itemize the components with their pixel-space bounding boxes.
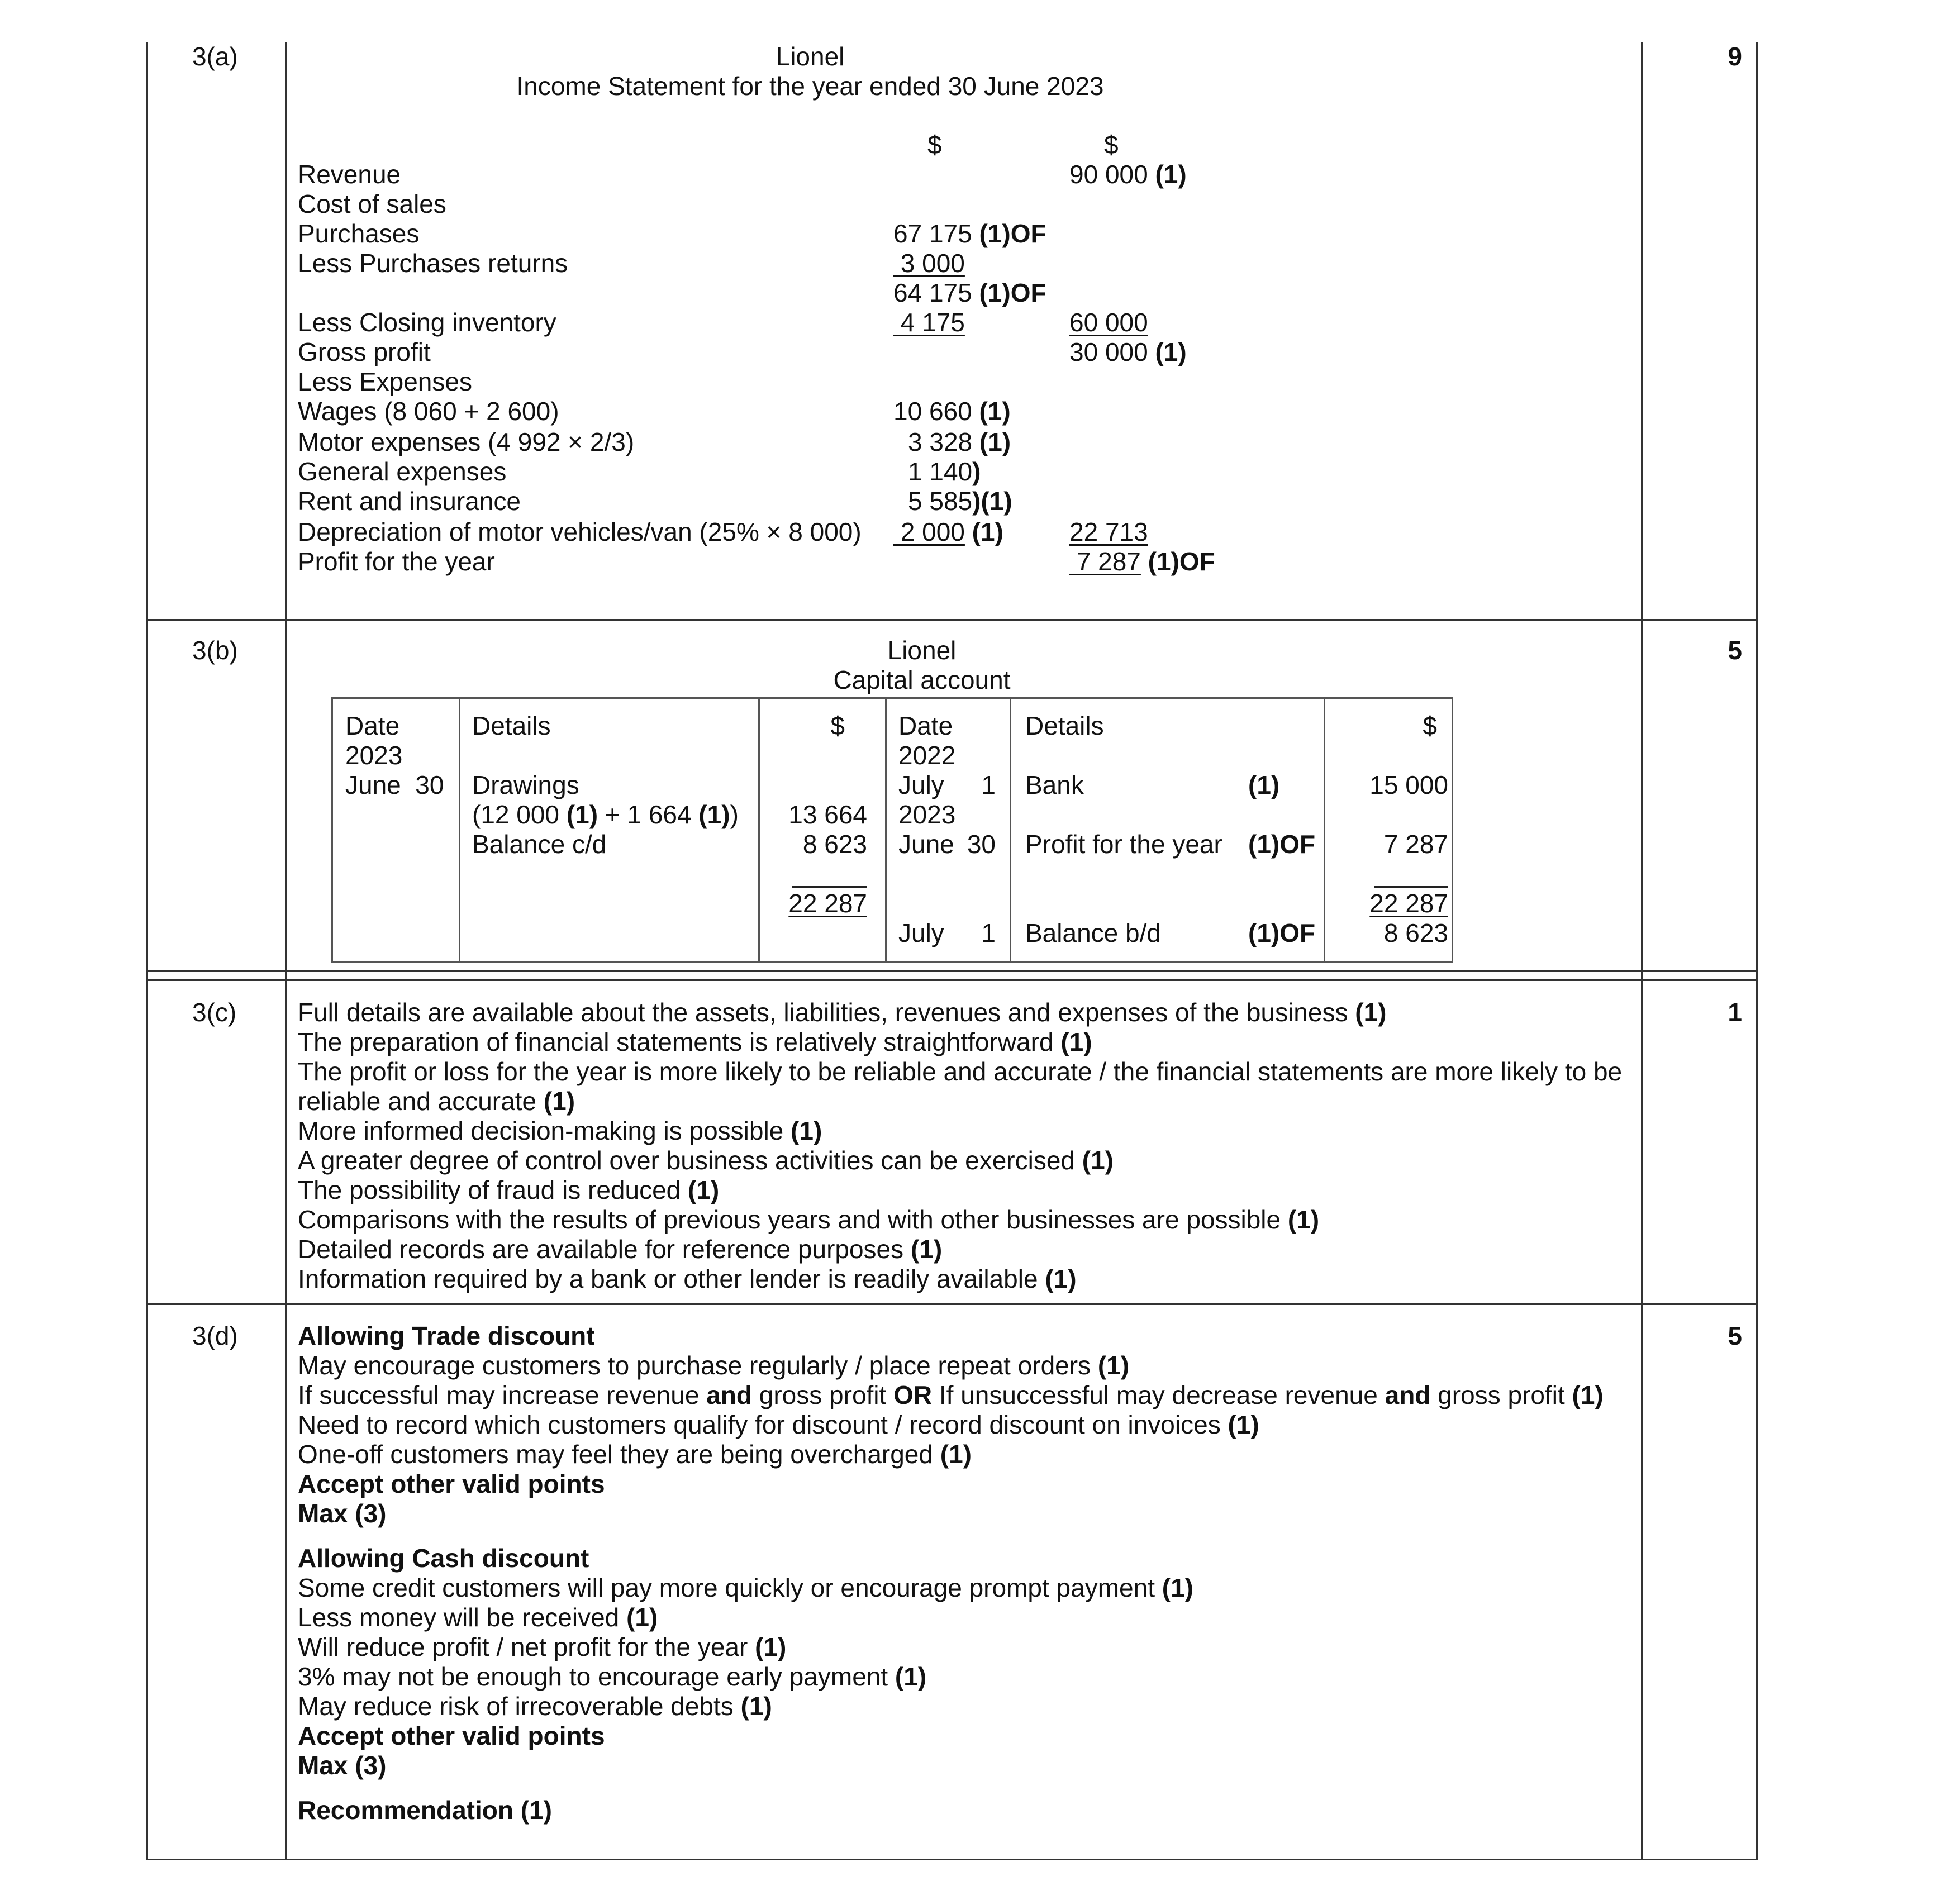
- label-depreciation: Depreciation of motor vehicles/van (25% × 8 000): [298, 517, 862, 546]
- left-drawings: Drawings: [472, 770, 579, 799]
- col-head-1: $: [927, 130, 942, 159]
- right-date1-day: 1: [981, 770, 996, 799]
- right-balance-bd-amount: 8 623: [1383, 918, 1448, 947]
- cash-point-1: Some credit customers will pay more quickly or encourage prompt payment (1): [298, 1573, 1193, 1602]
- 3c-line-8: Comparisons with the results of previous years and with other businesses are possible (1): [298, 1205, 1320, 1234]
- left-balance-cd-amount: 8 623: [802, 830, 867, 859]
- question-label-3b: 3(b): [192, 636, 238, 665]
- header-dollar-right: $: [1423, 711, 1437, 740]
- left-date-june-30: June 30: [345, 770, 444, 799]
- value-motor-expenses: 3 328 (1): [908, 427, 1011, 456]
- 3c-line-7: The possibility of fraud is reduced (1): [298, 1175, 720, 1204]
- label-purchases: Purchases: [298, 219, 420, 248]
- cash-accept-other: Accept other valid points: [298, 1721, 605, 1750]
- question-label-3d: 3(d): [192, 1321, 238, 1350]
- value-wages: 10 660 (1): [893, 397, 1011, 426]
- left-drawings-calc: (12 000 (1) + 1 664 (1)): [472, 800, 739, 829]
- 3c-line-4: reliable and accurate (1): [298, 1087, 575, 1116]
- value-cost-of-sales: 60 000: [1069, 308, 1148, 337]
- 3c-line-2: The preparation of financial statements is relatively straightforward (1): [298, 1027, 1092, 1056]
- header-dollar-left: $: [830, 711, 845, 740]
- right-bank-amount: 15 000: [1369, 770, 1448, 799]
- trade-point-1: May encourage customers to purchase regularly / place repeat orders (1): [298, 1351, 1130, 1380]
- right-balance-bd-mark: (1)OF: [1248, 918, 1316, 947]
- right-date2-day: 30: [967, 830, 996, 859]
- recommendation: Recommendation (1): [298, 1796, 552, 1825]
- left-drawings-amount: 13 664: [788, 800, 867, 829]
- grid-right-border: [1756, 42, 1758, 1860]
- left-total-overline: [792, 886, 867, 888]
- 3c-line-6: A greater degree of control over business activities can be exercised (1): [298, 1146, 1114, 1175]
- value-gross-profit: 30 000 (1): [1069, 337, 1187, 366]
- right-date3-month: July: [898, 918, 944, 947]
- cash-point-2: Less money will be received (1): [298, 1603, 658, 1632]
- value-closing-inventory: 4 175: [893, 308, 965, 337]
- right-date3-day: 1: [981, 918, 996, 947]
- income-statement-subtitle: Income Statement for the year ended 30 June 2023: [516, 72, 1104, 101]
- 3c-line-3: The profit or loss for the year is more likely to be reliable and accurate / the financial statements are more likely to be: [298, 1057, 1623, 1086]
- question-label-3c: 3(c): [192, 998, 237, 1027]
- grid-col1-border: [285, 42, 287, 1860]
- value-purchases: 67 175 (1)OF: [893, 219, 1046, 248]
- label-gross-profit: Gross profit: [298, 337, 431, 366]
- left-total: 22 287: [788, 889, 867, 918]
- left-balance-cd: Balance c/d: [472, 830, 607, 859]
- header-details-left: Details: [472, 711, 551, 740]
- right-balance-bd: Balance b/d: [1025, 918, 1161, 947]
- question-label-3a: 3(a): [192, 42, 238, 71]
- trade-point-2: If successful may increase revenue and gross profit OR If unsuccessful may decrease revenue and gross profit (1): [298, 1380, 1604, 1409]
- value-net-purchases: 64 175 (1)OF: [893, 278, 1046, 307]
- capital-account-subtitle: Capital account: [833, 665, 1011, 694]
- label-purchase-returns: Less Purchases returns: [298, 249, 568, 278]
- left-year: 2023: [345, 741, 403, 770]
- trade-accept-other: Accept other valid points: [298, 1469, 605, 1498]
- cash-point-4: 3% may not be enough to encourage early payment (1): [298, 1662, 927, 1691]
- trade-max: Max (3): [298, 1499, 387, 1528]
- table-col-divider-4: [1010, 697, 1011, 963]
- header-date-left: Date: [345, 711, 400, 740]
- grid-left-border: [146, 42, 148, 1860]
- 3c-line-10: Information required by a bank or other lender is readily available (1): [298, 1264, 1077, 1293]
- label-wages: Wages (8 060 + 2 600): [298, 397, 559, 426]
- table-col-divider-1: [459, 697, 460, 963]
- capital-account-title: Lionel: [887, 636, 957, 665]
- row-divider-b-c-1: [146, 970, 1758, 972]
- label-general-expenses: General expenses: [298, 457, 507, 486]
- table-col-divider-3: [885, 697, 887, 963]
- right-profit: Profit for the year: [1025, 830, 1222, 859]
- label-motor-expenses: Motor expenses (4 992 × 2/3): [298, 427, 635, 456]
- right-profit-amount: 7 287: [1383, 830, 1448, 859]
- header-date-right: Date: [898, 711, 953, 740]
- trade-point-3: Need to record which customers qualify for discount / record discount on invoices (1): [298, 1410, 1259, 1439]
- value-profit-for-year: 7 287 (1)OF: [1069, 547, 1215, 576]
- trade-discount-heading: Allowing Trade discount: [298, 1321, 595, 1350]
- right-date2-month: June: [898, 830, 954, 859]
- cash-point-3: Will reduce profit / net profit for the year (1): [298, 1632, 787, 1661]
- 3c-line-1: Full details are available about the assets, liabilities, revenues and expenses of the business (1): [298, 998, 1387, 1027]
- 3c-line-9: Detailed records are available for reference purposes (1): [298, 1235, 943, 1264]
- grid-col2-border: [1641, 42, 1643, 1860]
- income-statement-title: Lionel: [776, 42, 845, 71]
- marks-3c: 1: [1728, 998, 1742, 1027]
- value-revenue: 90 000 (1): [1069, 160, 1187, 189]
- marks-3d: 5: [1728, 1321, 1742, 1350]
- marks-3b: 5: [1728, 636, 1742, 665]
- cash-discount-heading: Allowing Cash discount: [298, 1544, 589, 1573]
- right-bank-mark: (1): [1248, 770, 1280, 799]
- value-depreciation: 2 000 (1): [893, 517, 1003, 546]
- col-head-2: $: [1104, 130, 1119, 159]
- grid-bottom-border: [146, 1859, 1758, 1860]
- value-rent-insurance: 5 585)(1): [908, 487, 1012, 516]
- right-total-overline: [1374, 886, 1448, 888]
- label-cost-of-sales: Cost of sales: [298, 189, 446, 218]
- marks-3a: 9: [1728, 42, 1742, 71]
- header-details-right: Details: [1025, 711, 1104, 740]
- value-purchase-returns: 3 000: [893, 249, 965, 278]
- table-col-divider-5: [1324, 697, 1325, 963]
- 3c-line-5: More informed decision-making is possible (1): [298, 1116, 822, 1145]
- right-bank: Bank: [1025, 770, 1084, 799]
- right-year-2023: 2023: [898, 800, 956, 829]
- trade-point-4: One-off customers may feel they are being overcharged (1): [298, 1440, 972, 1469]
- right-year-2022: 2022: [898, 741, 956, 770]
- label-revenue: Revenue: [298, 160, 401, 189]
- right-date1-month: July: [898, 770, 944, 799]
- cash-point-5: May reduce risk of irrecoverable debts (1): [298, 1692, 772, 1721]
- label-less-expenses: Less Expenses: [298, 367, 472, 396]
- cash-max: Max (3): [298, 1751, 387, 1780]
- value-general-expenses: 1 140): [908, 457, 981, 486]
- label-closing-inventory: Less Closing inventory: [298, 308, 556, 337]
- label-rent-insurance: Rent and insurance: [298, 487, 521, 516]
- right-profit-mark: (1)OF: [1248, 830, 1316, 859]
- row-divider-c-d: [146, 1303, 1758, 1305]
- label-profit-for-year: Profit for the year: [298, 547, 495, 576]
- value-total-expenses: 22 713: [1069, 517, 1148, 546]
- row-divider-a-b: [146, 619, 1758, 621]
- right-total: 22 287: [1369, 889, 1448, 918]
- row-divider-b-c-2: [146, 979, 1758, 981]
